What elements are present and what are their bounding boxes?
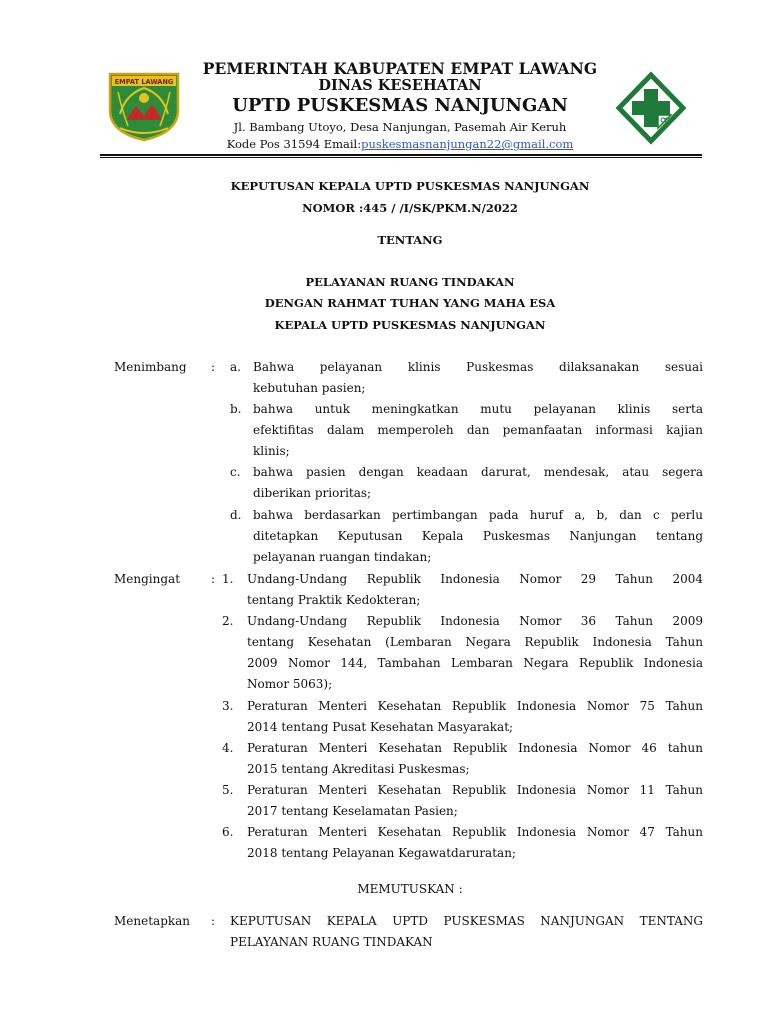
list-item-line: Undang-Undang Republik Indonesia Nomor 29 Tahun 2004 [247, 572, 703, 586]
menimbang-colon: : [211, 360, 216, 374]
mengingat-mark-5: 5. [222, 783, 234, 797]
mengingat-mark-4: 4. [222, 741, 234, 755]
list-item-line: efektifitas dalam memperoleh dan pemanfaatan informasi kajian [253, 423, 703, 437]
menimbang-label: Menimbang [114, 360, 187, 374]
list-item-line: tentang Praktik Kedokteran; [247, 593, 421, 607]
mengingat-item-6 [247, 822, 703, 864]
list-item-line: Bahwa pelayanan klinis Puskesmas dilaksanakan sesuai [253, 360, 703, 374]
memutuskan-heading: MEMUTUSKAN : [357, 882, 463, 896]
menimbang-item-c [253, 462, 703, 504]
address-line: Jl. Bambang Utoyo, Desa Nanjungan, Pasemah Air Keruh [233, 120, 567, 134]
menetapkan-colon: : [211, 914, 216, 928]
government-name: PEMERINTAH KABUPATEN EMPAT LAWANG [202, 59, 598, 78]
list-item-line: bahwa untuk meningkatkan mutu pelayanan klinis serta [253, 402, 703, 416]
mengingat-item-1 [247, 569, 703, 611]
list-item-line: diberikan prioritas; [253, 486, 372, 500]
mengingat-mark-2: 2. [222, 614, 234, 628]
contact-line [190, 136, 610, 152]
decree-title: KEPUTUSAN KEPALA UPTD PUSKESMAS NANJUNGAN [230, 179, 590, 193]
list-item-line: bahwa pasien dengan keadaan darurat, mendesak, atau segera [253, 465, 703, 479]
decree-subject: PELAYANAN RUANG TINDAKAN [305, 275, 515, 289]
mengingat-mark-3: 3. [222, 699, 234, 713]
menimbang-item-d [253, 505, 703, 568]
list-item-line: 2018 tentang Pelayanan Kegawatdaruratan; [247, 846, 516, 860]
menimbang-mark-b: b. [230, 402, 242, 416]
list-item-line: Peraturan Menteri Kesehatan Republik Indonesia Nomor 46 tahun [247, 741, 703, 755]
list-item-line: pelayanan ruangan tindakan; [253, 550, 432, 564]
list-item-line: tentang Kesehatan (Lembaran Negara Republik Indonesia Tahun [247, 635, 703, 649]
menetapkan-text [230, 911, 703, 953]
email-link[interactable]: puskesmasnanjungan22@gmail.com [361, 137, 574, 151]
menimbang-mark-c: c. [230, 465, 241, 479]
puskesmas-logo-icon [615, 71, 687, 145]
mengingat-label: Mengingat [114, 572, 181, 586]
menetapkan-label: Menetapkan [114, 914, 191, 928]
list-item-line: 2015 tentang Akreditasi Puskesmas; [247, 762, 470, 776]
mengingat-mark-1: 1. [222, 572, 234, 586]
list-item-line: 2017 tentang Keselamatan Pasien; [247, 804, 458, 818]
mengingat-item-2 [247, 611, 703, 695]
letterhead [190, 60, 610, 152]
empat-lawang-emblem-icon [106, 70, 182, 142]
menimbang-item-a [253, 357, 703, 399]
institution-name: UPTD PUSKESMAS NANJUNGAN [232, 95, 568, 116]
list-item-line: Peraturan Menteri Kesehatan Republik Indonesia Nomor 11 Tahun [247, 783, 703, 797]
postal-code-label: Kode Pos 31594 Email: [226, 137, 362, 151]
list-item-line: ditetapkan Keputusan Kepala Puskesmas Nanjungan tentang [253, 529, 703, 543]
rahmat-line: DENGAN RAHMAT TUHAN YANG MAHA ESA [264, 296, 556, 310]
menimbang-mark-a: a. [230, 360, 241, 374]
menimbang-mark-d: d. [230, 508, 242, 522]
menimbang-item-b [253, 399, 703, 462]
decree-number: NOMOR :445 / /I/SK/PKM.N/2022 [302, 201, 518, 215]
list-item-line: Peraturan Menteri Kesehatan Republik Indonesia Nomor 47 Tahun [247, 825, 703, 839]
tentang-heading: TENTANG [377, 233, 443, 247]
list-item-line: PELAYANAN RUANG TINDAKAN [230, 935, 433, 949]
department-name: DINAS KESEHATAN [318, 77, 482, 94]
list-item-line: 2014 tentang Pusat Kesehatan Masyarakat; [247, 720, 514, 734]
list-item-line: Nomor 5063); [247, 677, 333, 691]
list-item-line: kebutuhan pasien; [253, 381, 366, 395]
head-title: KEPALA UPTD PUSKESMAS NANJUNGAN [274, 318, 546, 332]
mengingat-item-3 [247, 696, 703, 738]
list-item-line: Peraturan Menteri Kesehatan Republik Indonesia Nomor 75 Tahun [247, 699, 703, 713]
header-rule-thick [100, 154, 702, 156]
list-item-line: 2009 Nomor 144, Tambahan Lembaran Negara Republik Indonesia [247, 656, 703, 670]
list-item-line: klinis; [253, 444, 290, 458]
emblem-banner-text: EMPAT LAWANG [114, 78, 174, 86]
mengingat-item-4 [247, 738, 703, 780]
list-item-line: Undang-Undang Republik Indonesia Nomor 36 Tahun 2009 [247, 614, 703, 628]
list-item-line: KEPUTUSAN KEPALA UPTD PUSKESMAS NANJUNGAN TENTANG [230, 914, 703, 928]
mengingat-colon: : [211, 572, 216, 586]
header-rule-thin [100, 157, 702, 158]
mengingat-item-5 [247, 780, 703, 822]
list-item-line: bahwa berdasarkan pertimbangan pada huruf a, b, dan c perlu [253, 508, 703, 522]
mengingat-mark-6: 6. [222, 825, 234, 839]
